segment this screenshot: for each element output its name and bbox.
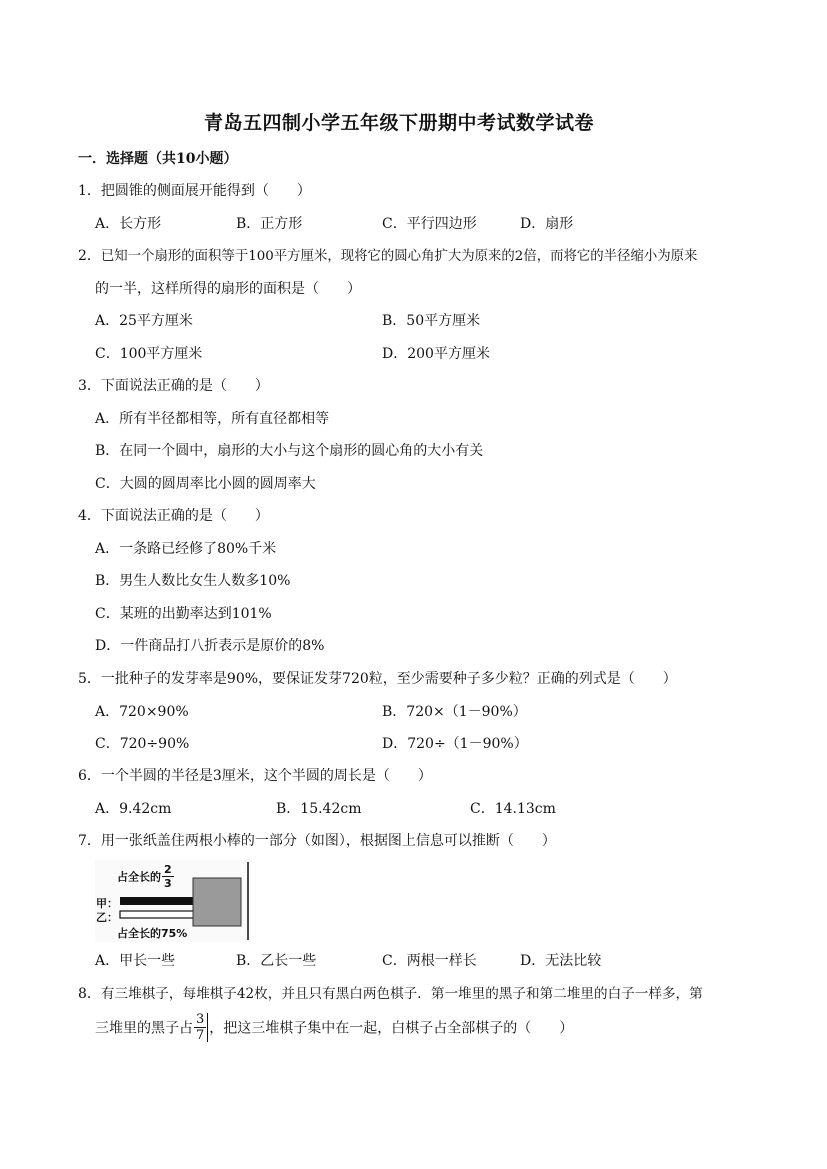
q6-option-a: A．9.42cm (95, 801, 172, 817)
q7-option-d: D．无法比较 (520, 953, 602, 969)
question-text: 一批种子的发芽率是90%，要保证发芽720粒，至少需要种子多少粒？正确的列式是（ ） (100, 671, 677, 687)
question-4 (78, 509, 269, 523)
label-yi: 乙： (96, 911, 118, 924)
q6-option-c: C．14.13cm (470, 801, 556, 817)
label-bottom: 占全长的75% (117, 927, 188, 940)
q4-option-b: B．男生人数比女生人数多10% (95, 573, 291, 589)
question-text: 下面说法正确的是（ ） (100, 378, 269, 394)
section-heading: 一．选择题（共10小题） (78, 151, 238, 167)
q4-option-a: A．一条路已经修了80%千米 (95, 541, 277, 557)
stick-yi (120, 911, 195, 918)
question-8-line2: 三堆里的黑子占 $\frac{3}{7}$ ，把这三堆棋子集中在一起，白棋子占全部棋子的（ ） (95, 1012, 574, 1043)
q5-option-c: C．720÷90% (95, 736, 190, 752)
sticks-figure (95, 860, 250, 942)
question-number: 2． (78, 248, 101, 264)
q2-option-b: B．50平方厘米 (382, 313, 481, 329)
q2-option-d: D．200平方厘米 (382, 346, 490, 362)
question-number: 4． (78, 508, 101, 524)
label-jia: 甲： (96, 897, 118, 910)
question-8 (78, 987, 703, 1002)
question-number: 5． (78, 671, 101, 687)
label-top: 占全长的 $\frac{2}{3}$ (117, 863, 172, 890)
q1-option-a: A．长方形 (95, 216, 162, 232)
question-text: 下面说法正确的是（ ） (100, 508, 269, 524)
question-6 (78, 769, 432, 783)
question-1 (78, 184, 311, 198)
q4-option-d: D．一件商品打八折表示是原价的8% (95, 638, 325, 654)
q5-option-d: D．720÷（1－90%） (382, 736, 528, 752)
fraction-three-sevenths: $\frac{3}{7}$ (194, 1013, 208, 1042)
question-text-line1: 有三堆棋子，每堆棋子42枚，并且只有黑白两色棋子．第一堆里的黑子和第二堆里的白子一样多，第 (100, 986, 703, 1002)
q3-option-a: A．所有半径都相等，所有直径都相等 (95, 411, 330, 427)
fraction-two-thirds: $\frac{2}{3}$ (164, 863, 172, 890)
question-3 (78, 379, 269, 393)
stick-jia (120, 897, 195, 905)
question-text-line1: 已知一个扇形的面积等于100平方厘米，现将它的圆心角扩大为原来的2倍，而将它的半径缩小为原来 (100, 249, 698, 264)
question-text: 用一张纸盖住两根小棒的一部分（如图），根据图上信息可以推断（ ） (100, 833, 556, 849)
question-2-line2: 的一半，这样所得的扇形的面积是（ ） (95, 281, 361, 297)
question-text: 把圆锥的侧面展开能得到（ ） (100, 183, 311, 199)
page-title: 青岛五四制小学五年级下册期中考试数学试卷 (204, 112, 595, 134)
question-7 (78, 834, 556, 848)
q5-option-a: A．720×90% (95, 704, 189, 720)
q1-option-b: B．正方形 (236, 216, 303, 232)
question-number: 1． (78, 183, 101, 199)
q6-option-b: B．15.42cm (276, 801, 362, 817)
q1-option-d: D．扇形 (520, 216, 574, 232)
q1-option-c: C．平行四边形 (382, 216, 477, 232)
q2-option-c: C．100平方厘米 (95, 346, 203, 362)
paper-cover (193, 878, 241, 926)
question-number: 8． (78, 986, 101, 1002)
question-2 (78, 249, 697, 263)
q5-option-b: B．720×（1－90%） (382, 704, 527, 720)
question-number: 6． (78, 768, 101, 784)
q7-option-c: C．两根一样长 (382, 953, 477, 969)
question-number: 3． (78, 378, 101, 394)
q3-option-b: B．在同一个圆中，扇形的大小与这个扇形的圆心角的大小有关 (95, 443, 484, 459)
q3-option-c: C．大圆的圆周率比小圆的圆周率大 (95, 476, 316, 492)
q2-option-a: A．25平方厘米 (95, 313, 193, 329)
question-number: 7． (78, 833, 101, 849)
q7-option-a: A．甲长一些 (95, 953, 176, 969)
q4-option-c: C．某班的出勤率达到101% (95, 606, 272, 622)
q7-option-b: B．乙长一些 (236, 953, 317, 969)
question-text: 一个半圆的半径是3厘米，这个半圆的周长是（ ） (100, 768, 432, 784)
question-5 (78, 672, 677, 686)
